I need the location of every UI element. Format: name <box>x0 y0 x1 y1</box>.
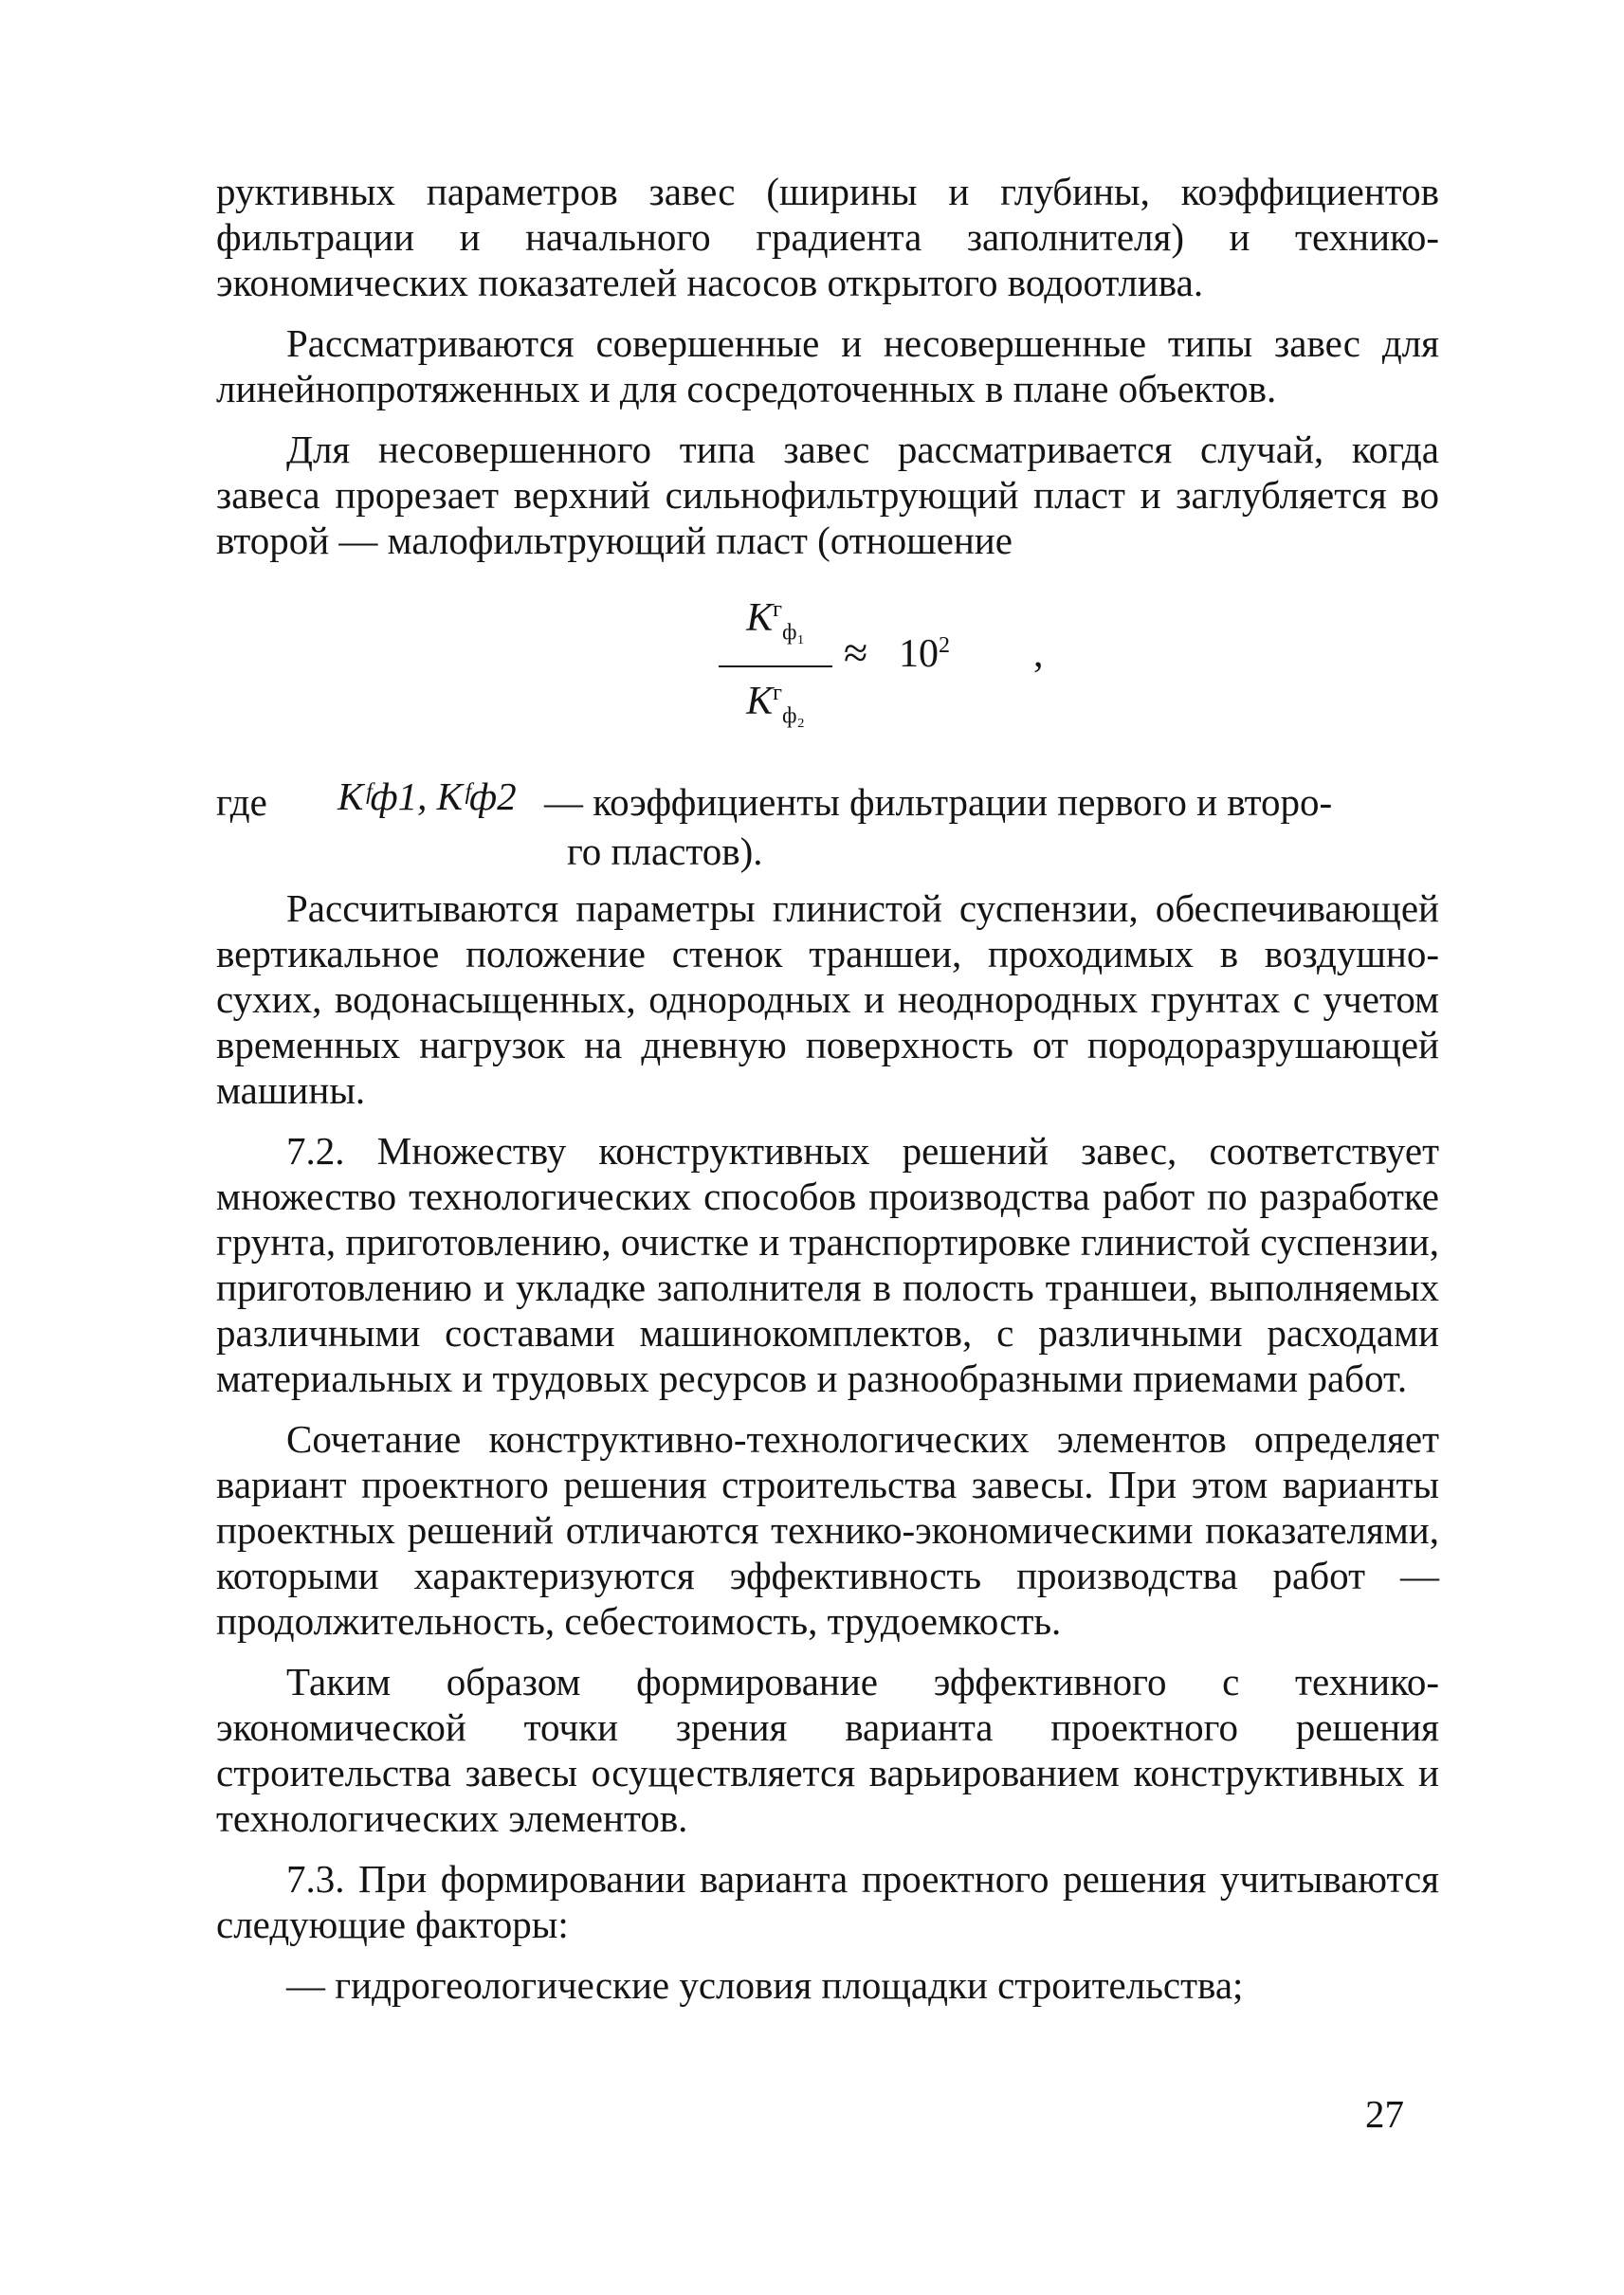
where-description-continued: го пластов). <box>567 829 763 873</box>
formula-fraction <box>719 595 832 741</box>
where-clause <box>216 768 1439 874</box>
paragraph: Таким образом формирование эффективного с технико-экономической точки зрения варианта проектного решения строительства завесы осуществляется варьированием конструктивных и технологических элементов. <box>216 1660 1439 1840</box>
page-number: 27 <box>1365 2092 1404 2136</box>
paragraph: руктивных параметров завес (ширины и глубины, коэффициентов фильтрации и начального градиента заполнителя) и технико-экономических показателей насосов открытого водоотлива. <box>216 170 1439 304</box>
where-description: — коэффициенты фильтрации первого и второ- <box>544 780 1333 824</box>
paragraph: 7.2. Множеству конструктивных решений завес, соответствует множество технологических способов производства работ по разработке грунта, приготовлению, очистке и транспортировке глинистой суспензии, приготовлению и укладке заполнителя в полость траншеи, выполняемых различными составами машинокомплектов, с различными расходами материальных и трудовых ресурсов и разнообразными приемами работ. <box>216 1129 1439 1400</box>
formula-ratio <box>216 578 1439 755</box>
paragraph: — гидрогеологические условия площадки строительства; <box>286 1963 1244 2007</box>
paragraph: Рассматриваются совершенные и несовершенные типы завес для линейнопротяженных и для сосредоточенных в плане объектов. <box>216 321 1439 410</box>
where-label: где <box>216 780 267 824</box>
paragraph: Для несовершенного типа завес рассматривается случай, когда завеса прорезает верхний сильнофильтрующий пласт и заглубляется во второй — малофильтрующий пласт (отношение <box>216 428 1439 562</box>
paragraph: Рассчитываются параметры глинистой суспензии, обеспечивающей вертикальное положение стенок траншеи, проходимых в воздушно-сухих, водонасыщенных, однородных и неоднородных грунтах с учетом временных нагрузок на дневную поверхность от породоразрушающей машины. <box>216 886 1439 1112</box>
formula-result: $10^2$ <box>899 632 950 676</box>
formula-approx-sign: ≈ <box>844 628 868 677</box>
formula-denominator: $K^г_{ф_2}$ <box>746 680 805 729</box>
formula-numerator: $K^г_{ф_1}$ <box>719 595 832 667</box>
text-column <box>216 169 1439 2023</box>
paragraph: Сочетание конструктивно-технологических элементов определяет вариант проектного решения строительства завесы. При этом варианты проектных решений отличаются технико-экономическими показателями, которыми характеризуются эффективность производства работ — продолжительность, себестоимость, трудоемкость. <box>216 1417 1439 1643</box>
formula-trailing-comma: , <box>1033 632 1044 676</box>
paragraph: 7.3. При формировании варианта проектного решения учитываются следующие факторы: <box>216 1857 1439 1946</box>
where-symbols: Kᶠф1, Kᶠф2 <box>338 774 517 818</box>
